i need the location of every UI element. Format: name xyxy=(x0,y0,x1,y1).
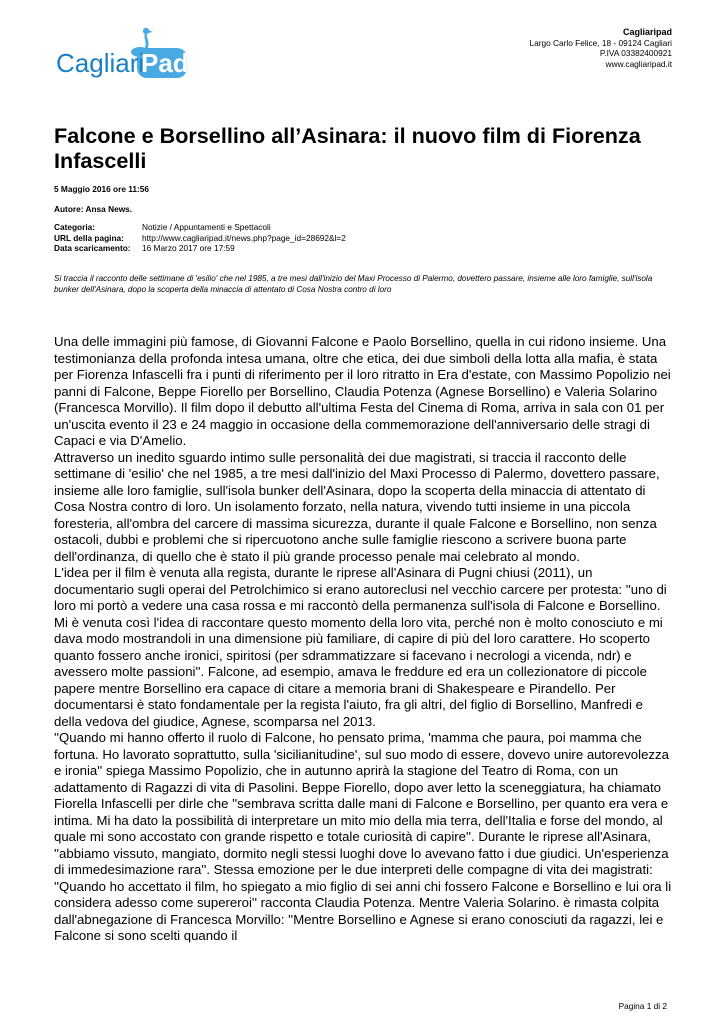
article-meta-table xyxy=(54,222,346,254)
company-info xyxy=(529,27,672,69)
body-paragraph: Attraverso un inedito sguardo intimo sulle personalità dei due magistrati, si traccia il racconto delle settimane di 'esilio' che nel 1985, a tre mesi dall'inizio del Maxi Processo di Palermo, dovettero passare, insieme alle loro famiglie, sull'isola bunker dell'Asinara, dopo la scoperta della minaccia di attentato di Cosa Nostra contro di loro. Un isolamento forzato, nella natura, vivendo tutti insieme in una piccola foresteria, all'ombra del carcere di massima sicurezza, durante il quale Falcone e Borsellino, non senza ostacoli, dubbi e problemi che si ripercuotono anche sulle famiglie riescono a scrivere buona parte dell'ordinanza, di quello che è stato il più grande processo penale mai celebrato al mondo. xyxy=(54,449,660,564)
meta-row-category xyxy=(54,222,346,233)
body-paragraph: Una delle immagini più famose, di Giovanni Falcone e Paolo Borsellino, quella in cui ridono insieme. Una testimonianza della profonda intesa umana, oltre che etica, dei due simboli della lotta alla mafia, è stata per Fiorenza Infascelli fra i punti di riferimento per il loro ritratto in Era d'estate, con Massimo Popolizio nei panni di Falcone, Beppe Fiorello per Borsellino, Claudia Potenza (Agnese Borsellino) e Valeria Solarino (Francesca Morvillo). Il film dopo il debutto all'ultima Festa del Cinema di Roma, arriva in sala con 01 per un'uscita evento il 23 e 24 maggio in occasione della commemorazione dell'anniversario delle stragi di Capaci e via D'Amelio. xyxy=(54,334,671,448)
company-address: Largo Carlo Felice, 18 - 09124 Cagliari xyxy=(529,37,672,48)
meta-key: URL della pagina: xyxy=(54,232,124,243)
meta-key: Data scaricamento: xyxy=(54,243,131,254)
meta-row-url xyxy=(54,233,346,244)
meta-value: Notizie / Appuntamenti e Spettacoli xyxy=(142,222,271,232)
cagliaripad-logo xyxy=(52,24,192,84)
meta-url-link[interactable]: http://www.cagliaripad.it/news.php?page_id=28692&l=2 xyxy=(142,232,346,243)
company-website[interactable]: www.cagliaripad.it xyxy=(605,58,672,69)
article-title: Falcone e Borsellino all’Asinara: il nuovo film di Fiorenza Infascelli xyxy=(54,123,641,173)
article-date: 5 Maggio 2016 ore 11:56 xyxy=(54,184,150,194)
article-body xyxy=(54,334,672,945)
meta-key: Categoria: xyxy=(54,222,96,232)
page-number: Pagina 1 di 2 xyxy=(618,1001,667,1011)
meta-row-download-date xyxy=(54,243,346,254)
company-name: Cagliaripad xyxy=(622,27,672,37)
article-author: Autore: Ansa News. xyxy=(54,204,133,214)
body-paragraph: ''Quando mi hanno offerto il ruolo di Falcone, ho pensato prima, 'mamma che paura, poi mamma che fortuna. Ho lavorato soprattutto, sulla 'sicilianitudine', sul suo modo di essere, dovevo unire autorevolezza e ironia'' spiega Massimo Popolizio, che in autunno aprirà la stagione del Teatro di Roma, con un adattamento di Ragazzi di vita di Pasolini. Beppe Fiorello, dopo aver letto la sceneggiatura, ha chiamato Fiorella Infascelli per dirle che ''sembrava scritta dalle mani di Falcone e Borsellino, per quanto era vera e intima. Mi ha dato la possibilità di interpretare un mito mio della mia terra, dell'Italia e forse del mondo, al quale mi sono accostato con grande rispetto e totale curiosità di capire''. Durante le riprese all'Asinara, ''abbiamo vissuto, mangiato, dormito negli stessi luoghi dove lo avevano fatto i due giudici. Un'esperienza di immedesimazione rara''. Stessa emozione per le due interpreti delle compagne di vita dei magistrati: ''Quando ho accettato il film, ho spiegato a mio figlio di sei anni chi fossero Falcone e Borsellino e lui ora li considera adesso come supereroi'' racconta Claudia Potenza. Mentre Valeria Solarino. è rimasta colpita dall'abnegazione di Francesca Morvillo: ''Mentre Borsellino e Agnese si erano conosciuti da ragazzi, lei e Falcone si sono scelti quando il xyxy=(54,730,672,943)
meta-value: 16 Marzo 2017 ore 17:59 xyxy=(142,243,235,254)
logo-graphic xyxy=(52,24,192,84)
body-paragraph: L'idea per il film è venuta alla regista, durante le riprese all'Asinara di Pugni chiusi (2011), un documentario sugli operai del Petrolchimico si erano autoreclusi nel vecchio carcere per protesta: ''uno di loro mi portò a vedere una casa rossa e mi raccontò della permanenza sull'isola di Falcone e Borsellino. Mi è venuta così l'idea di raccontare questo momento della loro vita, perché non è molto conosciuto e mi dava modo mostrandoli in una dimensione più familiare, di capire di più del loro carattere. Ho scoperto quanto fossero anche ironici, spiritosi (per sdrammatizzare si facevano i necrologi a vicenda, ndr) e avessero molte passioni''. Falcone, ad esempio, amava le freddure ed era un collezionatore di piccole papere mentre Borsellino era capace di citare a memoria brani di Shakespeare e Pirandello. Per documentarsi è stato fondamentale per la regista l'aiuto, fra gli altri, del figlio di Borsellino, Manfredi e della vedova del giudice, Agnese, scomparsa nel 2013. xyxy=(54,565,667,729)
article-summary: Si traccia il racconto delle settimane di 'esilio' che nel 1985, a tre mesi dall'inizio del Maxi Processo di Palermo, dovettero passare, insieme alle loro famiglie, sull'isola bunker dell'Asinara, dopo la scoperta della minaccia di attentato di Cosa Nostra contro di loro xyxy=(54,274,653,294)
logo-text-left: Cagliari xyxy=(56,48,145,78)
logo-text-right: Pad xyxy=(141,48,189,78)
company-vat: P.IVA 03382400921 xyxy=(599,48,672,59)
